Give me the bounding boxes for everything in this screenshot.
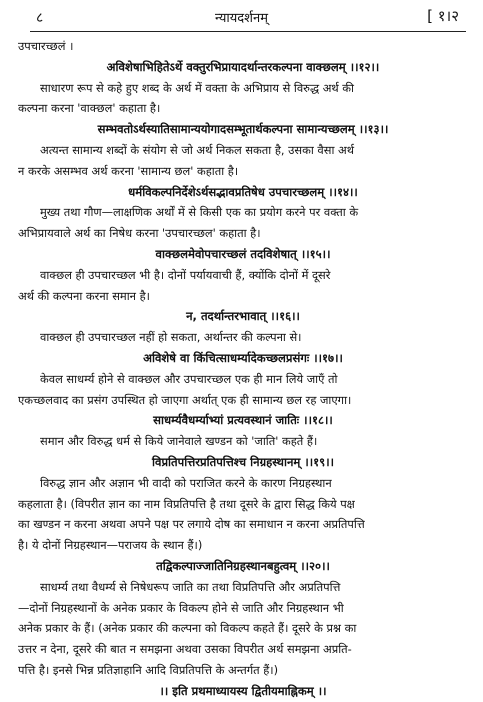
- commentary-line: वाक्छल ही उपचारच्छल भी है। दोनों पर्यायवाची हैं, क्योंकि दोनों में दूसरे: [40, 267, 331, 282]
- page-body: [18, 36, 468, 702]
- sutra-line: न, तदर्थान्तरभावात् ।।१६।।: [186, 309, 300, 324]
- commentary-line: न करके असम्भव अर्थ करना 'सामान्य छल' कहाता है।: [18, 163, 239, 178]
- commentary-line: वाक्छल ही उपचारच्छल नहीं हो सकता, अर्थान्तर की कल्पना से।: [40, 330, 302, 345]
- commentary-line: का खण्डन न करना अथवा अपने पक्ष पर लगाये दोष का समाधान न करना अप्रतिपत्ति: [18, 517, 365, 532]
- sutra-line: विप्रतिपत्तिरप्रतिपत्तिश्च निग्रहस्थानम् ।।१९।।: [152, 454, 334, 469]
- section-marker: [ १।२: [427, 7, 459, 25]
- sutra-line: साधर्म्यवैधर्म्याभ्यां प्रत्यवस्थानं जातिः ।।१८।।: [153, 413, 333, 428]
- commentary-line: उत्तर न देना, दूसरे की बात न समझना अथवा उसका विपरीत अर्थ समझना अप्रति-: [18, 642, 352, 657]
- header-divider: [30, 31, 466, 32]
- commentary-line: अत्यन्त सामान्य शब्दों के संयोग से जो अर्थ निकल सकता है, उसका वैसा अर्थ: [40, 142, 355, 157]
- sutra-line: ।। इति प्रथमाध्यायस्य द्वितीयमाह्निकम् ।।: [159, 683, 327, 698]
- commentary-line: उपचारच्छलं ।: [18, 39, 74, 53]
- commentary-line: साधर्म्य तथा वैधर्म्य से निषेधरूप जाति का तथा विप्रतिपत्ति और अप्रतिपत्ति: [40, 579, 341, 594]
- commentary-line: मुख्य तथा गौण—लाक्षणिक अर्थों में से किसी एक का प्रयोग करने पर वक्ता के: [40, 205, 359, 220]
- commentary-line: —दोनों निग्रहस्थानों के अनेक प्रकार के विकल्प होने से जाति और निग्रहस्थान भी: [18, 600, 344, 615]
- commentary-line: अनेक प्रकार के हैं। (अनेक प्रकार की कल्पना को विकल्प कहते हैं। दूसरे के प्रश्न का: [18, 621, 357, 636]
- commentary-line: कहलाता है। (विपरीत ज्ञान का नाम विप्रतिपत्ति है तथा दूसरे के द्वारा सिद्ध किये पक्ष: [18, 496, 355, 511]
- commentary-line: साधारण रूप से कहे हुए शब्द के अर्थ में वक्ता के अभिप्राय से विरुद्ध अर्थ की: [40, 80, 355, 95]
- sutra-line: अविशेषे वा किंचित्साधर्म्यादेकच्छलप्रसंगः ।।१७।।: [143, 350, 343, 365]
- page-number: ८: [36, 10, 44, 26]
- sutra-line: अविशेषाभिहितेऽर्थे वक्तुरभिप्रायादर्थान्तरकल्पना वाक्छलम् ।।१२।।: [106, 59, 380, 74]
- commentary-line: एकच्छलवाद का प्रसंग उपस्थित हो जाएगा अर्थात् एक ही सामान्य छल रह जाएगा।: [18, 392, 352, 407]
- commentary-line: अभिप्रायवाले अर्थ का निषेध करना 'उपचारच्छल' कहाता है।: [18, 226, 261, 241]
- sutra-line: धर्मविकल्पनिर्देशेऽर्थसद्भावप्रतिषेध उपचारच्छलम् ।।१४।।: [128, 184, 358, 199]
- sutra-line: वाक्छलमेवोपचारच्छलं तदविशेषात् ।।१५।।: [155, 246, 331, 261]
- commentary-line: समान और विरुद्ध धर्म से किये जानेवाले खण्डन को 'जाति' कहते हैं।: [40, 434, 318, 449]
- commentary-line: विरुद्ध ज्ञान और अज्ञान भी वादी को पराजित करने के कारण निग्रहस्थान: [40, 475, 332, 490]
- commentary-line: कल्पना करना 'वाक्छल' कहाता है।: [18, 101, 161, 116]
- commentary-line: केवल साधर्म्य होने से वाक्छल और उपचारच्छल एक ही मान लिये जाएँ तो: [40, 371, 338, 386]
- sutra-line: तद्विकल्पाज्जातिनिग्रहस्थानबहुत्वम् ।।२०।।: [156, 558, 330, 573]
- sutra-line: सम्भवतोऽर्थस्यातिसामान्ययोगादसम्भूतार्थकल्पना सामान्यच्छलम् ।।१३।।: [97, 122, 389, 137]
- commentary-line: अर्थ की कल्पना करना समान है।: [18, 288, 150, 303]
- commentary-line: पत्ति है। इनसे भिन्न प्रतिज्ञाहानि आदि विप्रतिपत्ति के अन्तर्गत हैं।): [18, 662, 279, 677]
- page-header: [0, 6, 483, 28]
- running-title: न्यायदर्शनम्: [214, 11, 268, 26]
- commentary-line: है। ये दोनों निग्रहस्थान—पराजय के स्थान हैं।): [18, 538, 203, 553]
